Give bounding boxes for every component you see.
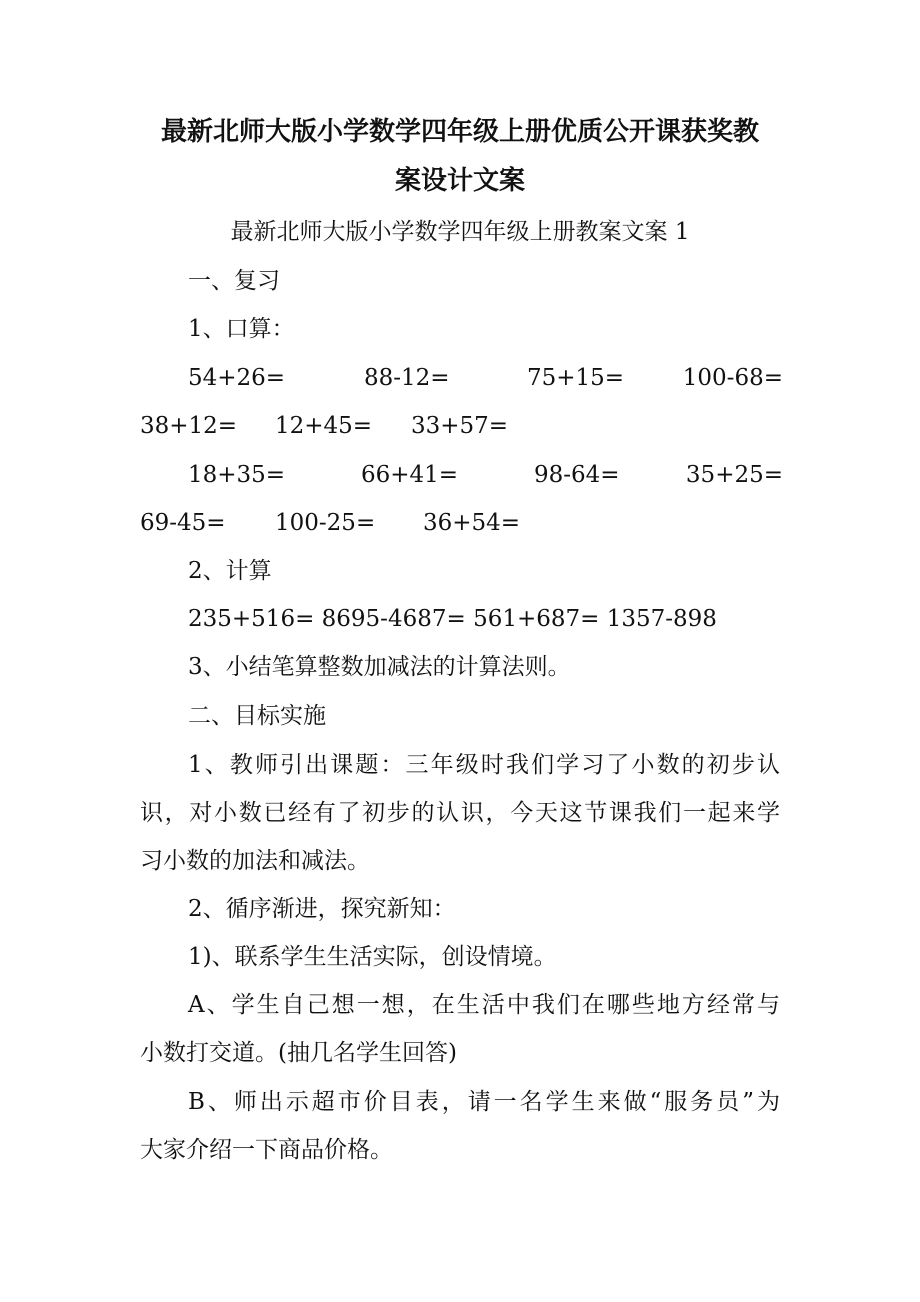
oral-expression: 33+57= (411, 413, 509, 439)
paragraph-b-line-2: 大家介绍一下商品价格。 (140, 1137, 393, 1163)
paragraph-a-line-2: 小数打交道。(抽几名学生回答) (140, 1040, 457, 1066)
oral-expression: 75+15= (527, 365, 625, 391)
oral-expression: 54+26= (188, 365, 286, 391)
document-title-line-2: 案设计文案 (394, 166, 525, 196)
written-calc-heading: 2、计算 (188, 558, 272, 584)
oral-expression: 18+35= (188, 462, 286, 488)
paragraph-intro-line-2: 识，对小数已经有了初步的认识，今天这节课我们一起来学 (140, 800, 780, 826)
section-heading-implementation: 二、目标实施 (188, 703, 326, 729)
paragraph-intro-line-1: 1、教师引出课题：三年级时我们学习了小数的初步认 (188, 752, 780, 778)
oral-calc-heading: 1、口算： (188, 316, 295, 342)
oral-expression: 35+25= (685, 462, 783, 488)
section-heading-review: 一、复习 (188, 268, 280, 294)
paragraph-b-line-1: B、师出示超市价目表，请一名学生来做“服务员”为 (188, 1089, 780, 1115)
oral-expression: 98-64= (534, 462, 620, 488)
document-title-line-1: 最新北师大版小学数学四年级上册优质公开课获奖教 (160, 117, 759, 147)
document-subtitle: 最新北师大版小学数学四年级上册教案文案 1 (230, 219, 690, 245)
oral-expression: 88-12= (364, 365, 450, 391)
summary-line: 3、小结笔算整数加减法的计算法则。 (188, 654, 571, 680)
oral-expression: 100-25= (275, 510, 376, 536)
oral-expression: 12+45= (275, 413, 373, 439)
paragraph-context: 1)、联系学生生活实际，创设情境。 (188, 944, 557, 970)
oral-expression: 66+41= (361, 462, 459, 488)
paragraph-step-heading: 2、循序渐进，探究新知： (188, 896, 456, 922)
oral-expression: 100-68= (682, 365, 783, 391)
paragraph-a-line-1: A、学生自己想一想，在生活中我们在哪些地方经常与 (188, 992, 780, 1018)
paragraph-intro-line-3: 习小数的加法和减法。 (140, 848, 370, 874)
written-calc-expressions: 235+516= 8695-4687= 561+687= 1357-898 (188, 606, 717, 632)
oral-expression: 36+54= (423, 510, 521, 536)
oral-expression: 69-45= (140, 510, 226, 536)
oral-expression: 38+12= (140, 413, 238, 439)
